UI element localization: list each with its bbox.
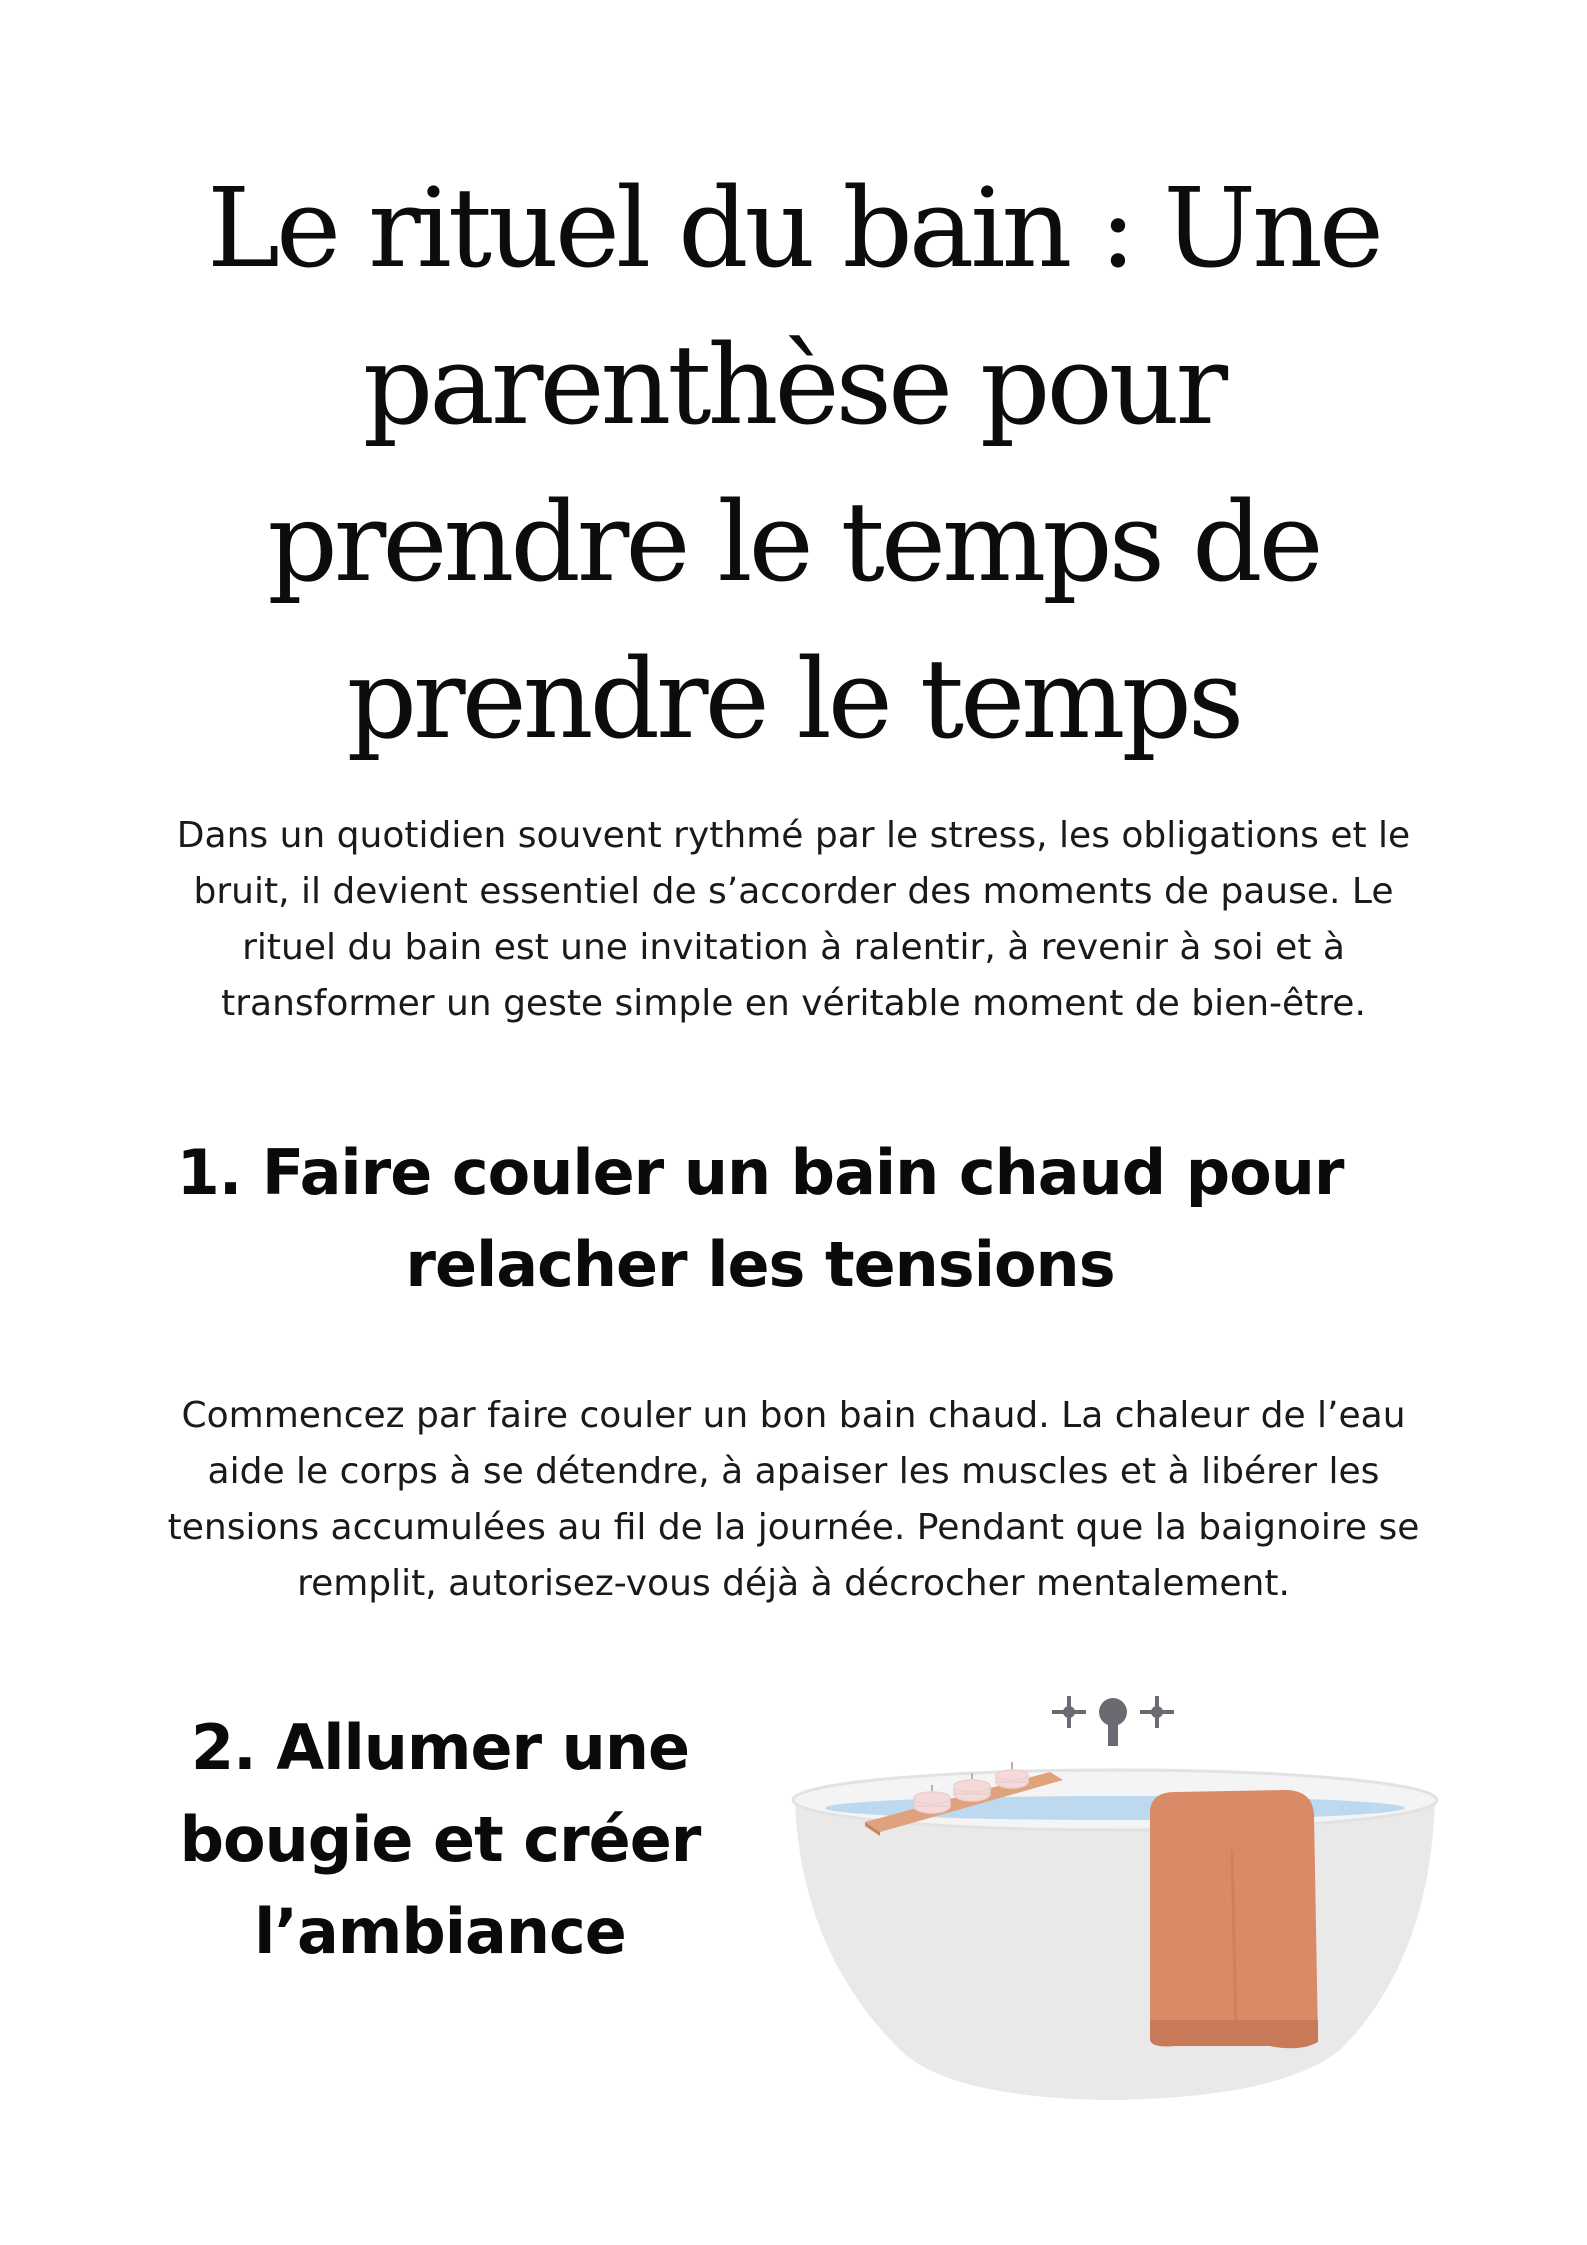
page-title: Le rituel du bain : Une parenthèse pour prendre le temps de prendre le temps [206, 164, 1381, 763]
intro-paragraph: Dans un quotidien souvent rythmé par le stress, les obligations et le bruit, il devient essentiel de s’accorder des moments de pause. Le rituel du bain est une invitation à ralentir, à revenir à soi et à transformer un geste simple en véritable moment de bien-être. [176, 815, 1411, 1024]
section-heading-2: 2. Allumer une bougie et créer l’ambiance [179, 1711, 701, 1968]
section-heading-1: 1. Faire couler un bain chaud pour relacher les tensions [176, 1136, 1344, 1301]
tub-body [795, 1800, 1435, 2100]
section-paragraph-1: Commencez par faire couler un bon bain chaud. La chaleur de l’eau aide le corps à se détendre, à apaiser les muscles et à libérer les tensions accumulées au fil de la journée. Pendant que la baignoire se remplit, autorisez-vous déjà à décrocher mentalement. [167, 1395, 1420, 1604]
faucet-icon [1052, 1696, 1174, 1746]
bathtub-icon [780, 1690, 1460, 2110]
